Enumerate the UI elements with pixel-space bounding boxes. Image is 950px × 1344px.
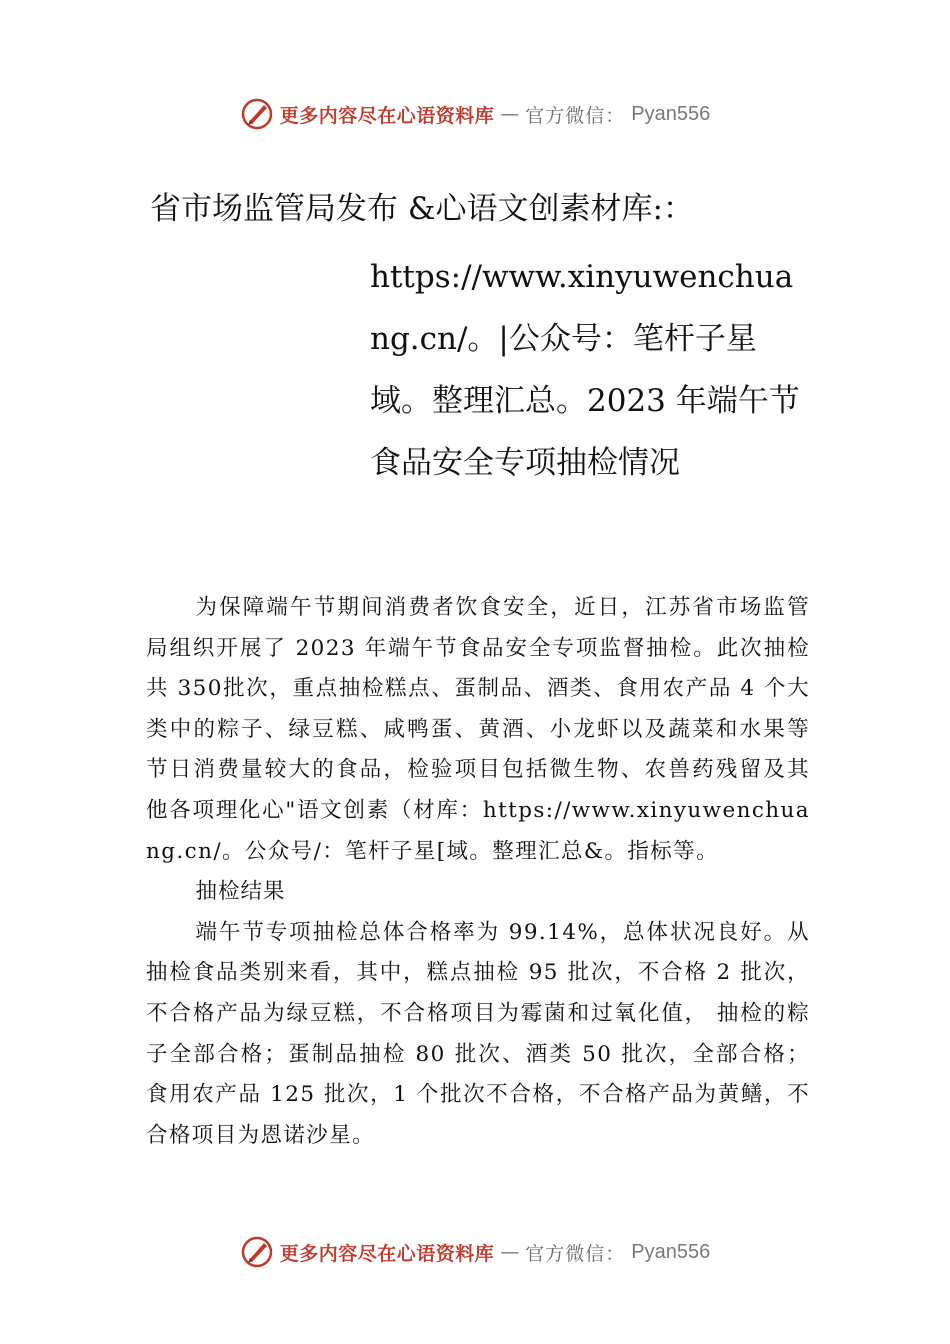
footer-banner (0, 1232, 950, 1272)
paragraph-results: 端午节专项抽检总体合格率为 99.14%，总体状况良好。从抽检食品类别来看，其中，糕点抽检 95 批次，不合格 2 批次，不合格产品为绿豆糕，不合格项目为霉菌和过氧化值， 抽检的粽子全部合格；蛋制品抽检 80 批次、酒类 50 批次，全部合格；食用农产品 125 批次，1 个批次不合格，不合格产品为黄鳝，不合格项目为恩诺沙星。 (146, 919, 810, 1148)
paragraph-intro: 为保障端午节期间消费者饮食安全，近日，江苏省市场监管局组织开展了 2023 年端午节食品安全专项监督抽检。此次抽检共 350批次，重点抽检糕点、蛋制品、酒类、食用农产品 4 个大类中的粽子、绿豆糕、咸鸭蛋、黄酒、小龙虾以及蔬菜和水果等节日消费量较大的食品，检验项目包括微生物、农兽药残留及其他各项理化心"语文创素（材库：https://www.xinyuwenchuang.cn/。公众号/：笔杆子星[域。整理汇总&。指标等。 (146, 595, 810, 864)
pen-logo-icon (240, 1235, 274, 1269)
footer-wechat-id: Pyan556 (631, 1240, 711, 1263)
pen-logo-icon (240, 97, 274, 131)
header-site-text: 更多内容尽在心语资料库 (279, 104, 495, 127)
header-banner (0, 94, 950, 134)
title-continuation: https://www.xinyuwenchuang.cn/。|公众号：笔杆子星域。整理汇总。2023 年端午节食品安全专项抽检情况 (370, 259, 800, 481)
title-line-1: 省市场监管局发布 &心语文创素材库:： (150, 191, 694, 227)
subheading-results: 抽检结果 (195, 879, 286, 905)
header-dash: — (500, 103, 520, 125)
footer-dash: — (500, 1241, 520, 1263)
article-body (146, 588, 810, 1156)
footer-site-text: 更多内容尽在心语资料库 (279, 1242, 495, 1265)
header-wechat-label: 官方微信： (525, 104, 626, 127)
footer-wechat-label: 官方微信： (525, 1242, 626, 1265)
header-wechat-id: Pyan556 (631, 102, 711, 125)
